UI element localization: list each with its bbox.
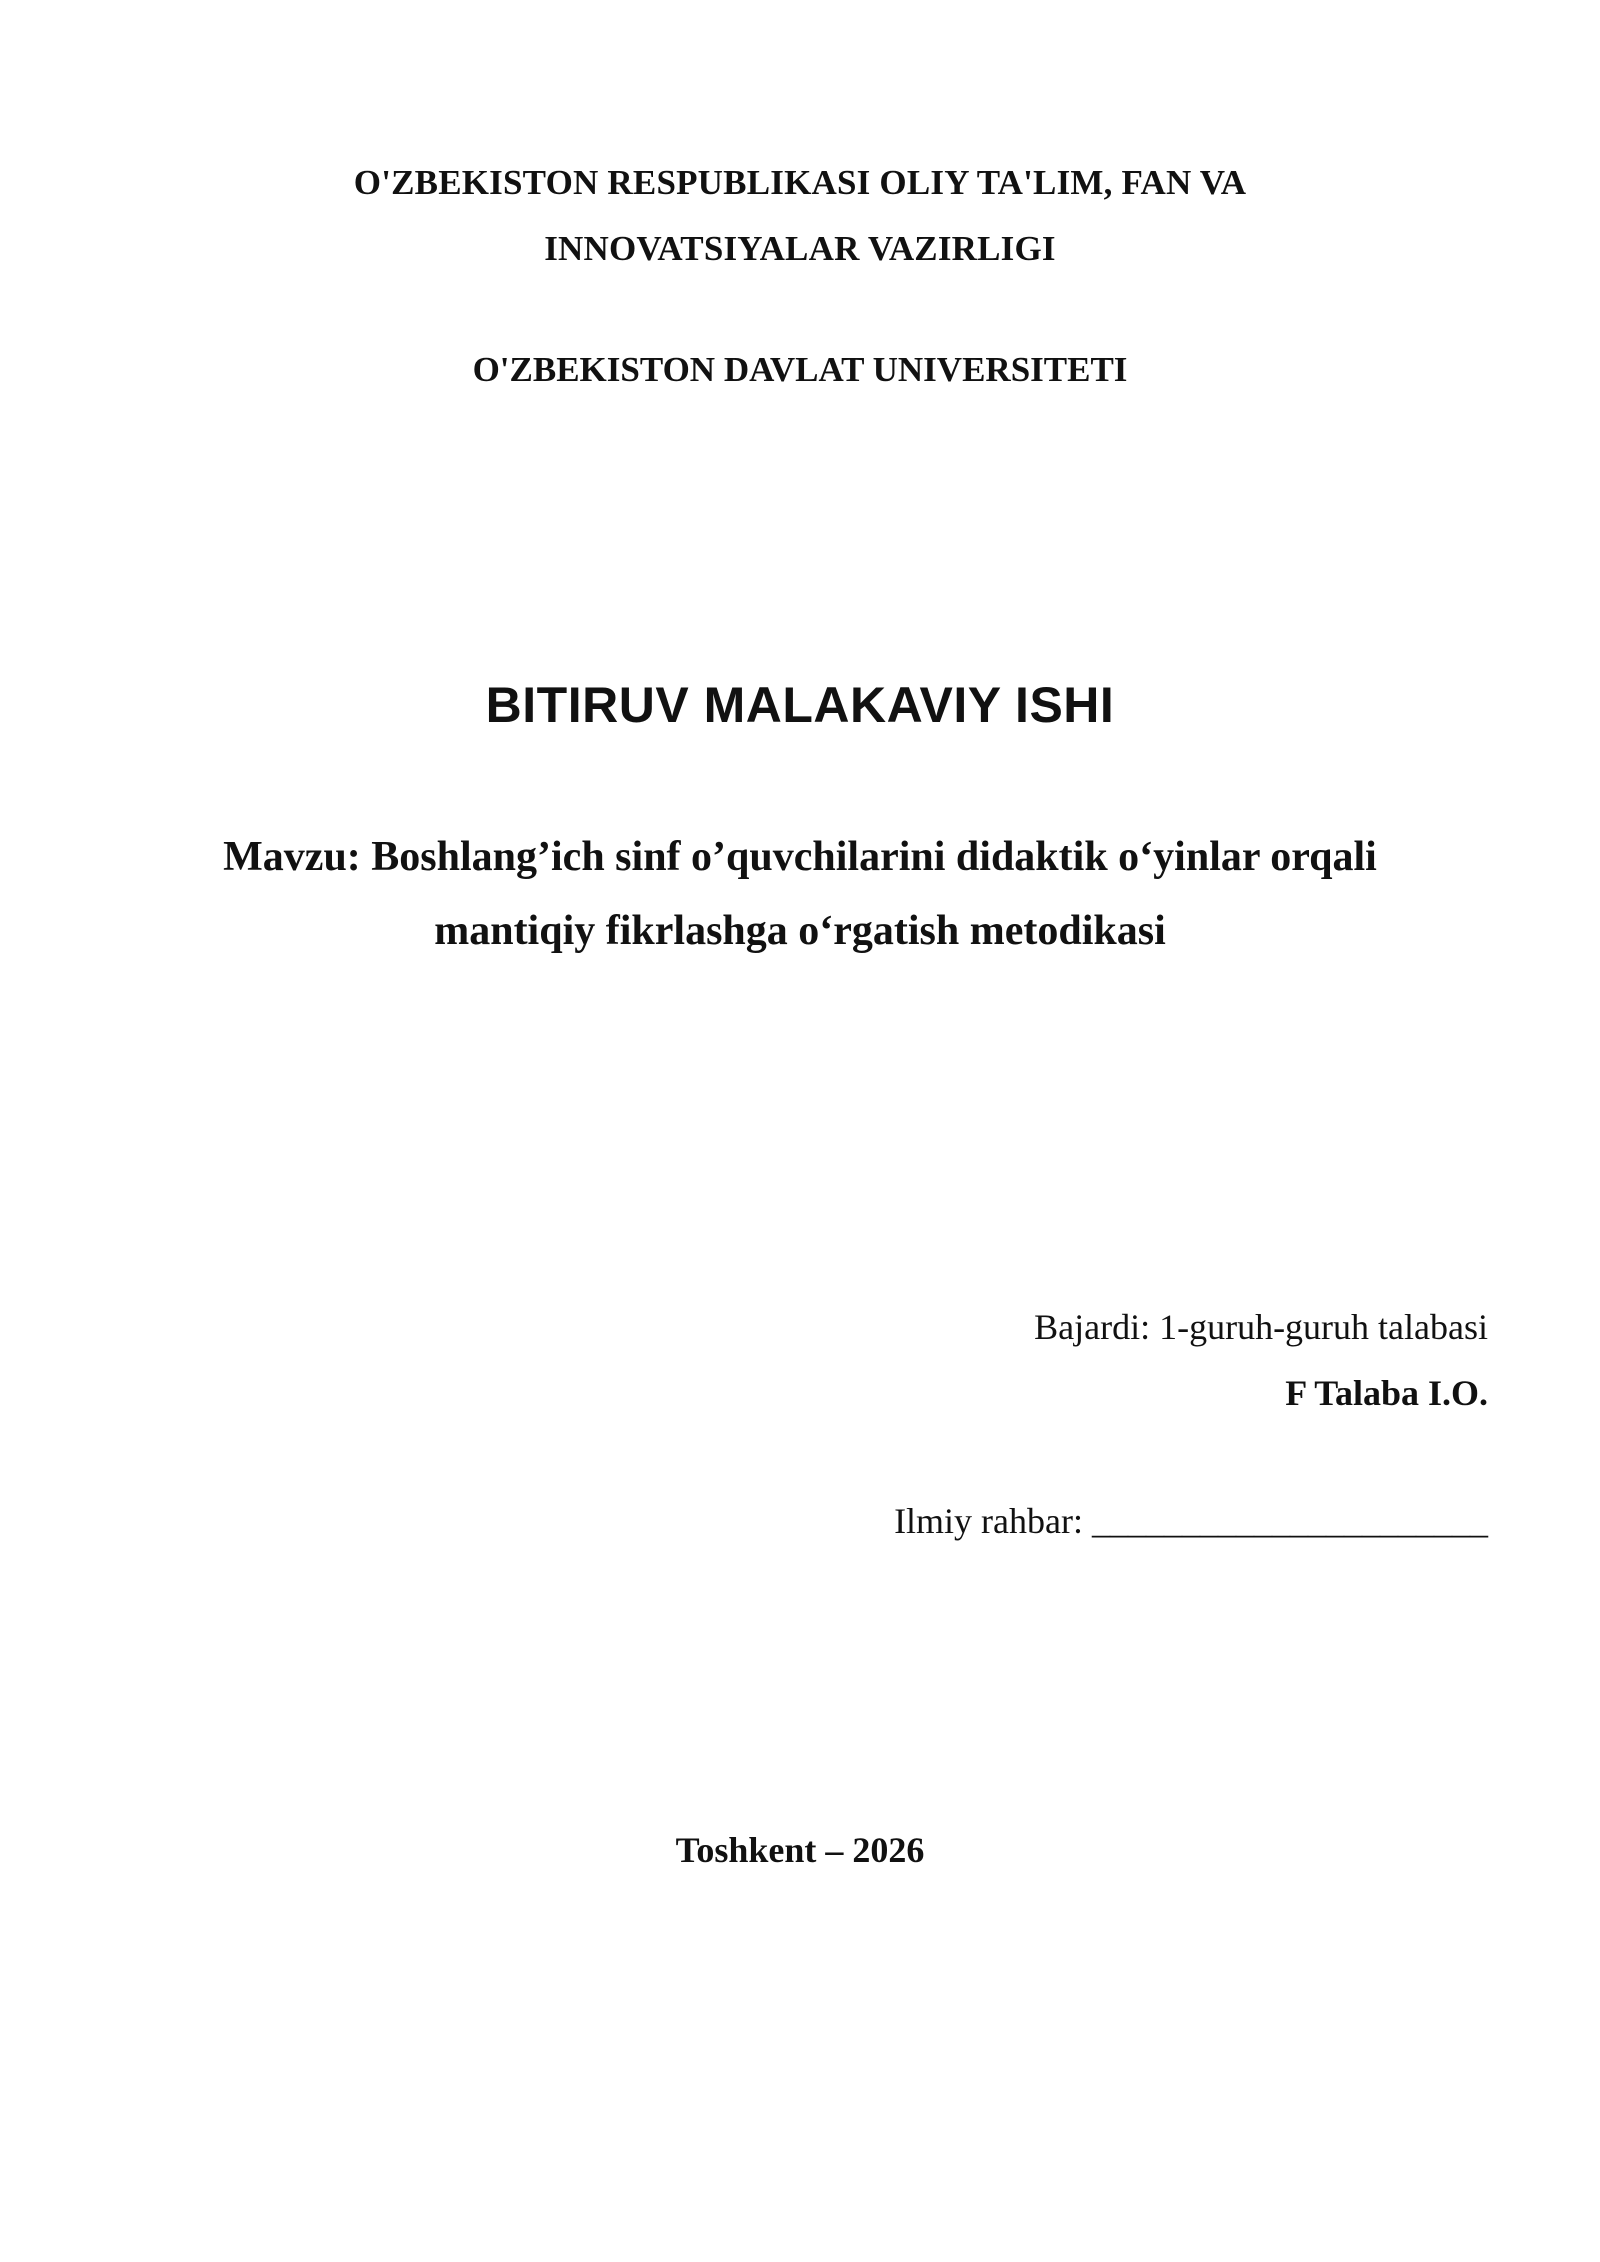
ministry-line-2: INNOVATSIYALAR VAZIRLIGI xyxy=(544,229,1056,268)
ministry-heading xyxy=(0,150,1600,282)
university-name: O'ZBEKISTON DAVLAT UNIVERSITETI xyxy=(472,350,1128,389)
topic-line-1: Mavzu: Boshlang’ich sinf o’quvchilarini didaktik o‘yinlar orqali xyxy=(223,834,1377,880)
ministry-line-1: O'ZBEKISTON RESPUBLIKASI OLIY TA'LIM, FAN VA xyxy=(353,163,1247,202)
topic-line-2: mantiqiy fikrlashga o‘rgatish metodikasi xyxy=(434,908,1166,954)
supervisor-label: Ilmiy rahbar: ______________________ xyxy=(894,1501,1488,1541)
city-year: Toshkent – 2026 xyxy=(675,1830,925,1870)
topic-heading xyxy=(0,820,1600,968)
performed-by-label: Bajardi: 1-guruh-guruh talabasi xyxy=(1034,1307,1488,1347)
document-title: BITIRUV MALAKAVIY ISHI xyxy=(485,677,1115,733)
student-name: F Talaba I.O. xyxy=(1285,1373,1488,1413)
